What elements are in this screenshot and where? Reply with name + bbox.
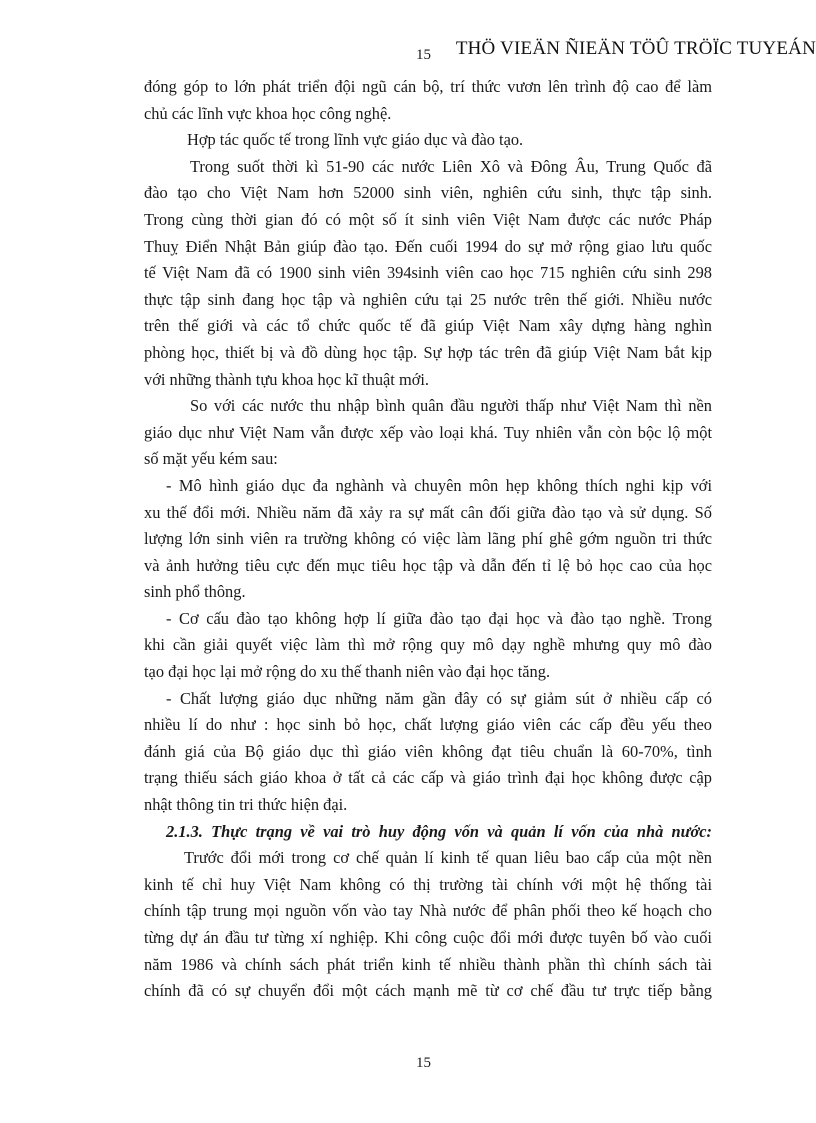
text-line: và ảnh hưởng tiêu cực đến mục tiêu học tập và dẫn đến tỉ lệ bỏ học cao của học: [144, 555, 712, 575]
paragraph: [144, 127, 712, 154]
text-line: chính tập trung mọi nguồn vốn vào tay Nhà nước để phân phối theo kế hoạch cho: [144, 901, 712, 921]
text-line: - Cơ cấu đào tạo không hợp lí giữa đào tạo đại học và đào tạo nghề. Trong: [166, 608, 712, 628]
text-line: lượng lớn sinh viên ra trường không có việc làm lãng phí ghê gớm nguồn tri thức: [144, 529, 712, 549]
text-line: nhiều lí do như : học sinh bỏ học, chất lượng giáo viên các cấp đều yếu theo: [144, 715, 712, 735]
paragraph: [144, 606, 712, 686]
paragraph: [144, 154, 712, 393]
text-line: phòng học, thiết bị và đồ dùng học tập. Sự hợp tác trên đã giúp Việt Nam bắt kịp: [144, 342, 712, 362]
text-line: chủ các lĩnh vực khoa học công nghệ.: [144, 103, 392, 123]
text-line: nhật thông tin tri thức hiện đại.: [144, 795, 348, 815]
text-line: So với các nước thu nhập bình quân đầu người thấp như Việt Nam thì nền: [190, 396, 712, 416]
text-line: - Mô hình giáo dục đa nghành và chuyên môn hẹp không thích nghi kịp với: [166, 475, 712, 495]
text-line: trên thế giới và các tổ chức quốc tế đã giúp Việt Nam xây dựng hàng nghìn: [144, 316, 712, 336]
paragraph: [144, 393, 712, 473]
text-line: thực tập sinh đang học tập và nghiên cứu tại 25 nước trên thế giới. Nhiều nước: [144, 289, 712, 309]
paragraph: [144, 845, 712, 1005]
paragraph: [144, 74, 712, 127]
paragraph: [144, 473, 712, 606]
text-line: khi cần giải quyết việc làm thì mở rộng quy mô dạy nghề mhưng quy mô đào: [144, 635, 712, 655]
section-heading: [144, 819, 712, 846]
text-line: đào tạo cho Việt Nam hơn 52000 sinh viên, nghiên cứu sinh, thực tập sinh.: [144, 183, 712, 203]
text-line: Thuỵ Điển Nhật Bản giúp đào tạo. Đến cuối 1994 do sự mở rộng giao lưu quốc: [144, 236, 712, 256]
text-line: từng dự án đầu tư từng xí nghiệp. Khi công cuộc đổi mới được tuyên bố vào cuối: [144, 928, 712, 947]
text-line: năm 1986 và chính sách phát triển kinh tế nhiều thành phần thì chính sách tài: [144, 954, 712, 974]
section-heading-text: 2.1.3. Thực trạng về vai trò huy động vốn và quản lí vốn của nhà nước:: [166, 821, 712, 841]
text-line: trạng thiếu sách giáo khoa ở tất cả các cấp và giáo trình đại học không được cập: [144, 768, 712, 788]
text-line: Trước đổi mới trong cơ chế quản lí kinh tế quan liêu bao cấp của một nền: [184, 848, 712, 868]
text-line: Trong cùng thời gian đó có một số ít sinh viên Việt Nam được các nước Pháp: [144, 209, 712, 229]
text-line: Hợp tác quốc tế trong lĩnh vực giáo dục và đào tạo.: [187, 130, 524, 150]
text-line: chính đã có sự chuyển đổi một cách mạnh mẽ từ cơ chế đầu tư trực tiếp bằng: [144, 981, 712, 1001]
page-number-top: 15: [416, 47, 431, 63]
text-line: đóng góp to lớn phát triển đội ngũ cán bộ, trí thức vươn lên trình độ cao để làm: [144, 77, 712, 96]
text-line: kinh tế chỉ huy Việt Nam không có thị trường tài chính với một hệ thống tài: [144, 874, 712, 894]
text-line: với những thành tựu khoa học kĩ thuật mới.: [144, 369, 430, 389]
body-text: [144, 74, 712, 1005]
page-number-bottom: 15: [416, 1055, 431, 1071]
text-line: đánh giá của Bộ giáo dục thì giáo viên không đạt tiêu chuẩn là 60-70%, tình: [144, 741, 712, 761]
text-line: sinh phổ thông.: [144, 582, 246, 602]
text-line: số mặt yếu kém sau:: [144, 449, 278, 469]
paragraph: [144, 686, 712, 819]
text-line: tạo đại học lại mở rộng do xu thế thanh niên vào đại học tăng.: [144, 662, 551, 682]
text-line: Trong suốt thời kì 51-90 các nước Liên Xô và Đông Âu, Trung Quốc đã: [190, 156, 712, 176]
text-line: tế Việt Nam đã có 1900 sinh viên 394sinh viên cao học 715 nghiên cứu sinh 298: [144, 263, 712, 283]
text-line: - Chất lượng giáo dục những năm gần đây có sự giảm sút ở nhiều cấp có: [166, 688, 712, 708]
header-watermark: THÖ VIEÄN ÑIEÄN TÖÛ TRÖÏC TUYEÁN: [455, 38, 816, 59]
text-line: xu thế đổi mới. Nhiều năm đã xảy ra sự mất cân đối giữa đào tạo và sử dụng. Số: [144, 502, 712, 522]
text-line: giáo dục như Việt Nam vẫn được xếp vào loại khá. Tuy nhiên vẫn còn bộc lộ một: [144, 422, 712, 442]
